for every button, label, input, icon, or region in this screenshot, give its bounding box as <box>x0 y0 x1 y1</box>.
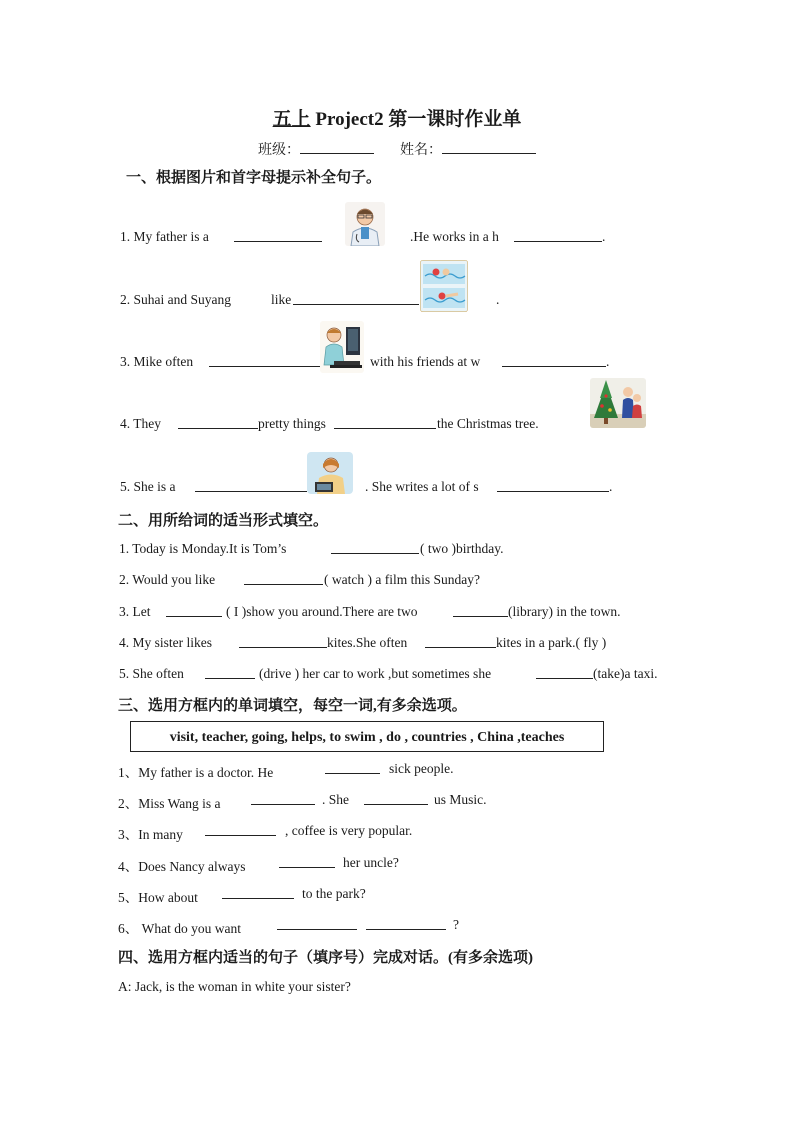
swimming-picture <box>420 260 468 312</box>
p2-q4-middle: kites.She often <box>327 635 408 650</box>
p3-q5-end: to the park? <box>302 886 366 901</box>
p3-q5-start: 5、How about <box>118 890 198 905</box>
p1-q2-like: like <box>271 292 292 307</box>
p1-q4-end: the Christmas tree. <box>437 416 539 431</box>
p2-q3-start: 3. Let <box>119 604 151 619</box>
p3-q2-middle: . She <box>322 792 349 807</box>
p1-q2-end: . <box>496 292 500 307</box>
p1-q1-middle: .He works in a h <box>410 229 499 244</box>
section-3-heading: 三、选用方框内的单词填空，每空一词,有多余选项。 <box>118 698 467 714</box>
p2-q3-middle: ( I )show you around.There are two <box>226 604 418 619</box>
p1-q1-blank-2[interactable] <box>514 229 602 242</box>
name-label: 姓名： <box>400 143 442 158</box>
p3-q3-start: 3、In many <box>118 827 183 842</box>
p3-q1-blank[interactable] <box>325 761 380 774</box>
word-box: visit, teacher, going, helps, to swim , do , countries , China ,teaches <box>130 721 604 752</box>
p3-q6-blank-2[interactable] <box>366 917 446 930</box>
student-info <box>0 139 794 159</box>
p1-q2-blank[interactable] <box>293 292 419 305</box>
p2-q2-start: 2. Would you like <box>119 572 216 587</box>
p1-q4-blank-2[interactable] <box>334 416 436 429</box>
p3-q2-start: 2、Miss Wang is a <box>118 796 221 811</box>
p3-q4-blank[interactable] <box>279 855 335 868</box>
p2-q1-end: ( two )birthday. <box>420 541 504 556</box>
p1-q4-start: 4. They <box>120 416 161 431</box>
p3-q1-end: sick people. <box>389 761 454 776</box>
p1-q5-start: 5. She is a <box>120 479 176 494</box>
section-4-heading: 四、选用方框内适当的句子（填序号）完成对话。(有多余选项) <box>118 950 533 966</box>
p1-q4-blank-1[interactable] <box>178 416 258 429</box>
p1-q5-blank-2[interactable] <box>497 479 609 492</box>
p3-q1-start: 1、My father is a doctor. He <box>118 765 274 780</box>
p2-q5-blank-1[interactable] <box>205 666 255 679</box>
p2-q4-blank-2[interactable] <box>425 635 496 648</box>
p2-q5-blank-2[interactable] <box>536 666 593 679</box>
p2-q4-blank-1[interactable] <box>239 635 327 648</box>
p1-q1-blank-1[interactable] <box>234 229 322 242</box>
p2-q5-start: 5. She often <box>119 666 184 681</box>
p1-q3-start: 3. Mike often <box>120 354 194 369</box>
p1-q2-start: 2. Suhai and Suyang <box>120 292 231 307</box>
p2-q3-end: (library) in the town. <box>508 604 621 619</box>
p3-q6-end: ? <box>453 917 459 932</box>
p1-q1-end: . <box>602 229 606 244</box>
p1-q4-middle: pretty things <box>258 416 326 431</box>
p2-q3-blank-2[interactable] <box>453 604 508 617</box>
p3-q2-end: us Music. <box>434 792 487 807</box>
computer-boy-picture <box>320 321 364 373</box>
christmas-tree-picture <box>590 378 646 428</box>
class-field[interactable] <box>300 141 374 154</box>
title-rest: Project2 第一课时作业单 <box>310 109 522 130</box>
p2-q2-blank[interactable] <box>244 572 323 585</box>
p3-q5-blank[interactable] <box>222 886 294 899</box>
page-title <box>0 104 794 131</box>
p4-dialogue-a1: A: Jack, is the woman in white your sister? <box>118 979 351 994</box>
p1-q5-blank-1[interactable] <box>195 479 307 492</box>
p1-q3-end: . <box>606 354 610 369</box>
p2-q5-end: (take)a taxi. <box>593 666 658 681</box>
title-grade: 五上 <box>272 109 311 130</box>
class-label: 班级： <box>258 143 300 158</box>
p2-q3-blank-1[interactable] <box>166 604 222 617</box>
p3-q2-blank-2[interactable] <box>364 792 428 805</box>
p1-q3-middle: with his friends at w <box>370 354 481 369</box>
p1-q1-start: 1. My father is a <box>120 229 209 244</box>
p3-q3-blank[interactable] <box>205 823 276 836</box>
p2-q5-middle: (drive ) her car to work ,but sometimes she <box>259 666 492 681</box>
section-2-heading: 二、用所给词的适当形式填空。 <box>118 513 329 529</box>
p3-q4-end: her uncle? <box>343 855 399 870</box>
p2-q4-start: 4. My sister likes <box>119 635 212 650</box>
p2-q1-blank[interactable] <box>331 541 419 554</box>
p1-q3-blank-1[interactable] <box>209 354 320 367</box>
p3-q6-blank-1[interactable] <box>277 917 357 930</box>
p1-q5-end: . <box>609 479 613 494</box>
p3-q3-end: , coffee is very popular. <box>285 823 413 838</box>
p3-q4-start: 4、Does Nancy always <box>118 859 246 874</box>
p2-q4-end: kites in a park.( fly ) <box>496 635 607 650</box>
p2-q2-end: ( watch ) a film this Sunday? <box>324 572 480 587</box>
p2-q1-start: 1. Today is Monday.It is Tom’s <box>119 541 287 556</box>
p1-q5-middle: . She writes a lot of s <box>365 479 479 494</box>
section-1-heading: 一、根据图片和首字母提示补全句子。 <box>126 170 382 186</box>
p1-q3-blank-2[interactable] <box>502 354 606 367</box>
writer-picture <box>307 452 353 494</box>
doctor-picture <box>345 202 385 246</box>
p3-q6-start: 6、 What do you want <box>118 921 241 936</box>
name-field[interactable] <box>442 141 536 154</box>
p3-q2-blank-1[interactable] <box>251 792 315 805</box>
